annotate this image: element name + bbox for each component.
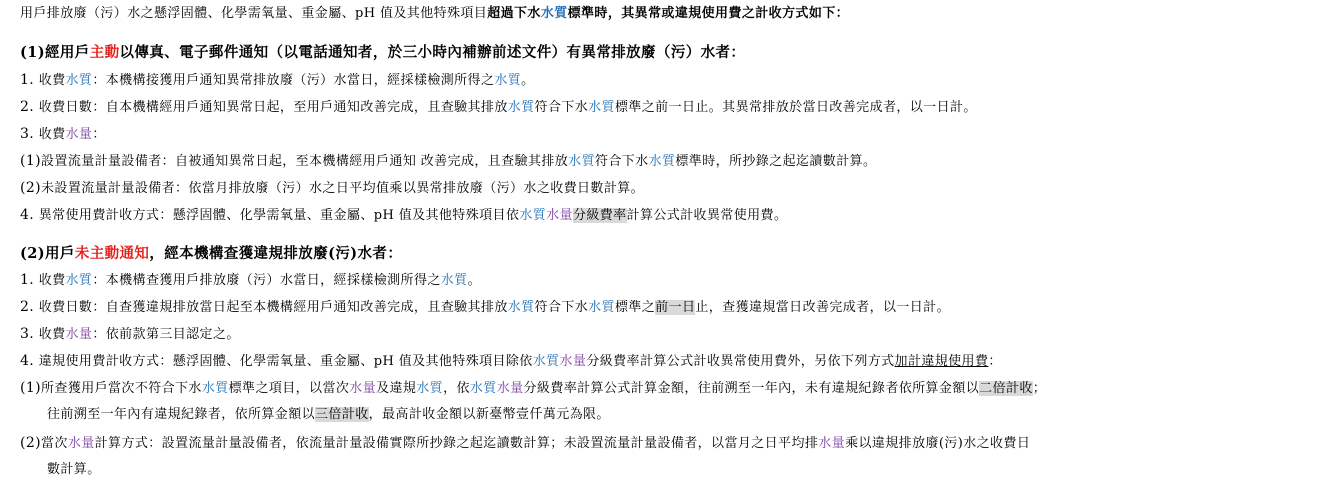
item-text: 分級費率計算公式計收異常使用費外，另依下列方式 (586, 354, 895, 369)
item-text: 符合下水 (594, 154, 649, 169)
item-text: 違規使用費計收方式：懸浮固體、化學需氧量、重金屬、pH 值及其他特殊項目除依 (38, 354, 533, 369)
item-number: 4. (20, 353, 35, 369)
section-2-item-1 (20, 270, 481, 290)
water-quality-term: 水質 (65, 273, 93, 288)
intro-text: 用戶排放廢（污）水之懸浮固體、化學需氧量、重金屬、pH 值及其他特殊項目 (20, 6, 488, 21)
item-text: ，依 (443, 381, 470, 396)
water-quality-term: 水質 (65, 73, 93, 88)
item-text: 符合下水 (534, 100, 589, 115)
section-1-active-keyword: 主動 (89, 44, 120, 61)
item-text: 收費 (38, 73, 66, 88)
item-text: ； (1032, 381, 1047, 396)
water-quality-term: 水質 (469, 381, 497, 396)
item-text: ：本機構接獲用戶通知異常排放廢（污）水當日，經採樣檢測所得之 (92, 73, 495, 88)
water-quality-term: 水質 (507, 300, 535, 315)
item-number: 3. (20, 326, 35, 342)
item-text: ： (92, 127, 106, 142)
underlined-term: 加計違規使用費 (894, 354, 989, 369)
water-volume-term: 水量 (496, 381, 524, 396)
item-number: 2. (20, 99, 35, 115)
sub-item-number: (2) (20, 435, 42, 451)
item-text: 收費 (38, 273, 66, 288)
item-number: 1. (20, 72, 35, 88)
sub-item-number: (1) (20, 380, 42, 396)
item-text: 收費日數：自查獲違規排放當日起至本機構經用戶通知改善完成，且查驗其排放 (38, 300, 508, 315)
water-quality-term: 水質 (588, 300, 615, 315)
item-text: 數計算。 (47, 462, 101, 477)
section-1-item-1 (20, 70, 535, 90)
intro-bold-tail: 標準時，其異常或違規使用費之計收方式如下： (567, 6, 850, 21)
item-text: ：本機構查獲用戶排放廢（污）水當日，經採樣檢測所得之 (92, 273, 441, 288)
highlighted-term: 前一日 (655, 300, 696, 315)
section-1-item-3-sub-2 (20, 178, 644, 198)
item-text: 計算公式計收異常使用費。 (626, 208, 788, 223)
section-2-heading-prefix: (2)用戶 (20, 245, 75, 262)
water-volume-term: 水量 (65, 127, 93, 142)
section-2-not-active-keyword: 未主動通知 (74, 245, 150, 262)
item-text: ：依前款第三目認定之。 (92, 327, 240, 342)
water-quality-term: 水質 (440, 273, 468, 288)
water-quality-term: 水質 (507, 100, 535, 115)
section-2-item-4-sub-1 (20, 378, 1046, 398)
item-text: 計算方式：設置流量計量設備者，依流量計量設備實際所抄錄之起迄讀數計算；未設置流量計量設備者，以當月之日平均排 (94, 436, 819, 451)
water-quality-term: 水質 (588, 100, 615, 115)
item-text: 未設置流量計量設備者：依當月排放廢（污）水之日平均值乘以異常排放廢（污）水之收費日數計算。 (41, 181, 645, 196)
section-2-item-4 (20, 351, 1002, 371)
item-text: ，最高計收金額以新臺幣壹仟萬元為限。 (368, 407, 610, 422)
section-1-heading-text: 以傳真、電子郵件通知（以電話通知者，於三小時內補辦前述文件）有異常排放廢（污）水者： (119, 44, 746, 61)
water-volume-term: 水量 (65, 327, 93, 342)
item-text: 分級費率計算公式計算金額，往前溯至一年內，未有違規紀錄者依所算金額以 (523, 381, 980, 396)
section-2-item-4-sub-1-continuation (47, 405, 610, 425)
item-text: 。 (521, 73, 535, 88)
water-quality-term: 水質 (648, 154, 676, 169)
water-volume-term: 水量 (546, 208, 573, 223)
section-1-item-4 (20, 205, 787, 225)
item-text: 標準之前一日止。其異常排放於當日改善完成者，以一日計。 (614, 100, 977, 115)
item-text: 標準時，所抄錄之起迄讀數計算。 (675, 154, 877, 169)
highlighted-term: 二倍計收 (979, 381, 1033, 396)
intro-paragraph (20, 4, 849, 24)
section-2-heading-text: ，經本機構查獲違規排放廢(污)水者： (149, 245, 403, 262)
intro-water-quality: 水質 (540, 6, 568, 21)
section-1-item-3 (20, 124, 106, 144)
item-number: 2. (20, 299, 35, 315)
water-volume-term: 水量 (559, 354, 587, 369)
item-text: 往前溯至一年內有違規紀錄者，依所算金額以 (47, 407, 316, 422)
highlighted-term: 三倍計收 (315, 407, 369, 422)
water-volume-term: 水量 (349, 381, 377, 396)
item-text: ： (988, 354, 1002, 369)
highlighted-term: 分級費率 (572, 208, 627, 223)
section-1-item-3-sub-1 (20, 151, 876, 171)
item-text: 乘以違規排放廢(污)水之收費日 (845, 436, 1031, 451)
sub-item-number: (2) (20, 180, 42, 196)
section-2-item-4-sub-2-continuation (47, 460, 101, 480)
section-1-heading-prefix: (1)經用戶 (20, 44, 90, 61)
item-text: 收費 (38, 327, 66, 342)
item-number: 1. (20, 272, 35, 288)
item-number: 3. (20, 126, 35, 142)
item-text: 標準之項目，以當次 (228, 381, 350, 396)
item-number: 4. (20, 207, 35, 223)
water-volume-term: 水量 (67, 436, 95, 451)
item-text: 及違規 (376, 381, 417, 396)
water-quality-term: 水質 (532, 354, 560, 369)
intro-bold: 超過下水 (487, 6, 541, 21)
water-quality-term: 水質 (494, 73, 522, 88)
water-quality-term: 水質 (519, 208, 547, 223)
item-text: 收費日數：自本機構經用戶通知異常日起，至用戶通知改善完成，且查驗其排放 (38, 100, 508, 115)
water-quality-term: 水質 (568, 154, 595, 169)
section-2-item-4-sub-2 (20, 433, 1030, 453)
item-text: 設置流量計量設備者：自被通知異常日起，至本機構經用戶通知 改善完成，且查驗其排放 (41, 154, 569, 169)
item-text: 收費 (38, 127, 66, 142)
water-volume-term: 水量 (818, 436, 846, 451)
water-quality-term: 水質 (201, 381, 229, 396)
sub-item-number: (1) (20, 153, 42, 169)
item-text: 所查獲用戶當次不符合下水 (41, 381, 202, 396)
section-1-heading (20, 43, 745, 63)
item-text: 異常使用費計收方式：懸浮固體、化學需氧量、重金屬、pH 值及其他特殊項目依 (38, 208, 520, 223)
item-text: 符合下水 (534, 300, 589, 315)
section-2-item-3 (20, 324, 240, 344)
water-quality-term: 水質 (416, 381, 444, 396)
item-text: 當次 (41, 436, 68, 451)
item-text: 。 (467, 273, 481, 288)
section-2-heading (20, 244, 402, 264)
section-2-item-2 (20, 297, 950, 317)
item-text: 止，查獲違規當日改善完成者，以一日計。 (695, 300, 950, 315)
section-1-item-2 (20, 97, 977, 117)
item-text: 標準之 (614, 300, 656, 315)
